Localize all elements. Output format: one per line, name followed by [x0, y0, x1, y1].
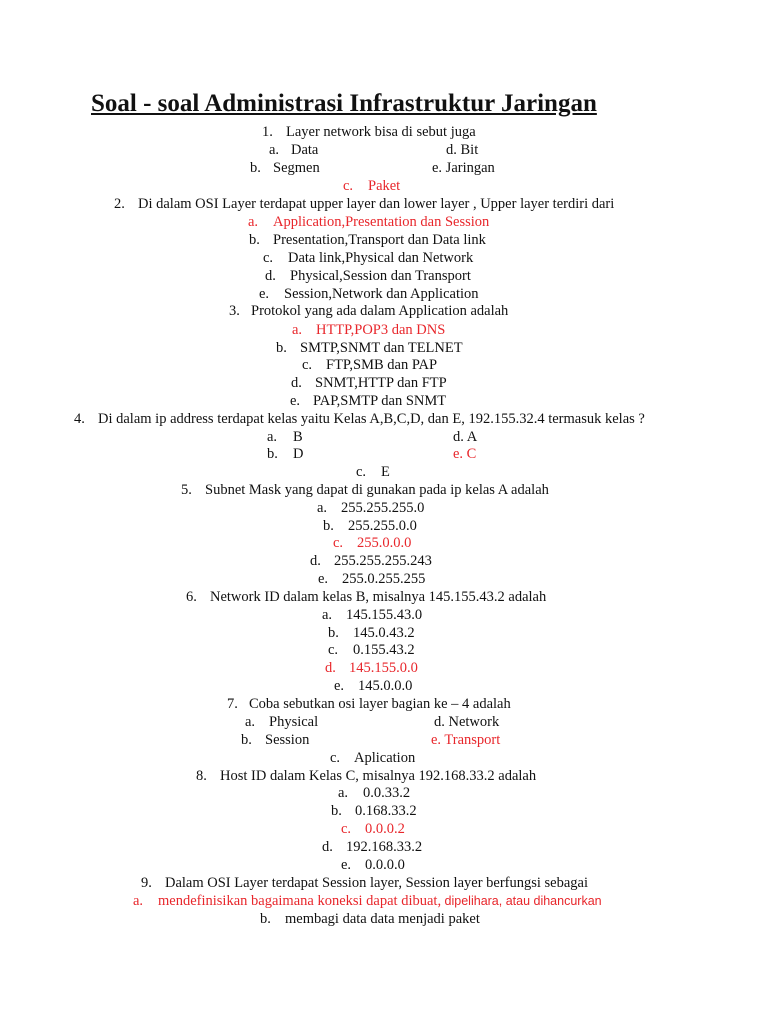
option-text: Physical,Session dan Transport: [290, 268, 471, 284]
option-marker: a.: [245, 714, 256, 730]
question-number: 6.: [186, 589, 197, 605]
option-d-answer: [325, 659, 418, 677]
option-e-answer: e. C: [453, 446, 477, 462]
option-b: [323, 517, 417, 535]
option-text: SMTP,SNMT dan TELNET: [300, 340, 463, 356]
option-text: E: [381, 464, 390, 480]
question-3: [229, 302, 508, 320]
option-d: [291, 374, 447, 392]
option-text: PAP,SMTP dan SNMT: [313, 393, 447, 409]
question-text: Coba sebutkan osi layer bagian ke – 4 adalah: [249, 696, 511, 712]
option-text: 145.0.43.2: [353, 625, 415, 641]
option-e-answer: e. Transport: [431, 732, 501, 748]
option-text: HTTP,POP3 dan DNS: [316, 322, 446, 338]
option-c-answer: [341, 820, 405, 838]
option-d: d. A: [453, 429, 478, 445]
option-marker: e.: [334, 678, 345, 694]
option-marker: b.: [267, 446, 278, 462]
option-marker: b.: [328, 625, 339, 641]
option-c: [330, 749, 415, 767]
option-marker: c.: [263, 250, 274, 266]
option-a: [269, 141, 318, 159]
question-2: [114, 195, 614, 213]
option-marker: c.: [302, 357, 313, 373]
question-6: [186, 588, 546, 606]
option-marker: c.: [356, 464, 367, 480]
question-text: Subnet Mask yang dapat di gunakan pada ip kelas A adalah: [205, 482, 549, 498]
question-number: 1.: [262, 124, 273, 140]
option-b: [241, 731, 309, 749]
option-c: [356, 463, 390, 481]
question-text: Di dalam OSI Layer terdapat upper layer dan lower layer , Upper layer terdiri dari: [138, 196, 615, 212]
option-text: 0.0.33.2: [363, 785, 411, 801]
option-marker: b.: [331, 803, 342, 819]
option-marker: e.: [259, 286, 270, 302]
option-text: 145.155.43.0: [346, 607, 423, 623]
option-text: 0.155.43.2: [353, 642, 415, 658]
question-text: Network ID dalam kelas B, misalnya 145.155.43.2 adalah: [210, 589, 547, 605]
question-number: 3.: [229, 303, 240, 319]
option-marker: e.: [290, 393, 301, 409]
option-marker: e.: [318, 571, 329, 587]
option-marker: a.: [133, 893, 144, 909]
option-d: [310, 552, 432, 570]
option-marker: c.: [333, 535, 344, 551]
option-text: Presentation,Transport dan Data link: [273, 232, 486, 248]
option-c-answer: [343, 177, 400, 195]
option-text: 145.155.0.0: [349, 660, 418, 676]
option-a: [338, 784, 410, 802]
option-marker: b.: [249, 232, 260, 248]
option-marker: c.: [341, 821, 352, 837]
option-text: 255.0.255.255: [342, 571, 426, 587]
question-text: Host ID dalam Kelas C, misalnya 192.168.33.2 adalah: [220, 768, 537, 784]
option-text: Data: [291, 142, 319, 158]
option-text: 0.168.33.2: [355, 803, 417, 819]
option-a-answer: [292, 321, 445, 339]
option-text: FTP,SMB dan PAP: [326, 357, 438, 373]
option-marker: c.: [343, 178, 354, 194]
question-7: [227, 695, 511, 713]
question-text: Dalam OSI Layer terdapat Session layer, Session layer berfungsi sebagai: [165, 875, 589, 891]
question-number: 4.: [74, 411, 85, 427]
option-b: [267, 445, 303, 463]
option-marker: b.: [323, 518, 334, 534]
question-5: [181, 481, 549, 499]
option-c: [328, 641, 415, 659]
question-4: [74, 410, 645, 428]
option-marker: b.: [250, 160, 261, 176]
option-marker: a.: [322, 607, 333, 623]
option-marker: d.: [265, 268, 276, 284]
option-marker: b.: [260, 911, 271, 927]
question-9: [141, 874, 588, 892]
question-8: [196, 767, 536, 785]
option-text: Segmen: [273, 160, 320, 176]
option-text: SNMT,HTTP dan FTP: [315, 375, 447, 391]
option-e: [290, 392, 446, 410]
option-a: [245, 713, 318, 731]
option-text: 0.0.0.0: [365, 857, 405, 873]
option-b: [250, 159, 320, 177]
option-text: B: [293, 429, 303, 445]
option-marker: d.: [291, 375, 302, 391]
option-text: Data link,Physical dan Network: [288, 250, 474, 266]
option-text: mendefinisikan bagaimana koneksi dapat dibuat,: [158, 893, 442, 909]
option-text: membagi data data menjadi paket: [285, 911, 480, 927]
question-text: Layer network bisa di sebut juga: [286, 124, 476, 140]
option-a-answer: [133, 892, 602, 910]
option-b: [331, 802, 417, 820]
option-c-answer: [333, 534, 411, 552]
question-number: 2.: [114, 196, 125, 212]
option-d: [322, 838, 422, 856]
option-d: d. Bit: [446, 142, 479, 158]
question-1: [262, 123, 476, 141]
option-marker: e.: [341, 857, 352, 873]
option-text: Physical: [269, 714, 319, 730]
question-number: 8.: [196, 768, 207, 784]
option-e: [341, 856, 405, 874]
option-b: [249, 231, 486, 249]
option-d: d. Network: [434, 714, 500, 730]
option-d: [265, 267, 471, 285]
option-e: e. Jaringan: [432, 160, 495, 176]
option-marker: c.: [328, 642, 339, 658]
question-number: 9.: [141, 875, 152, 891]
option-a-answer: [248, 213, 489, 231]
option-text: 255.255.0.0: [348, 518, 417, 534]
question-number: 7.: [227, 696, 238, 712]
page-title: Soal - soal Administrasi Infrastruktur Jaringan: [91, 90, 597, 117]
option-marker: c.: [330, 750, 341, 766]
option-text: D: [293, 446, 304, 462]
option-text: 255.0.0.0: [357, 535, 412, 551]
option-text: Application,Presentation dan Session: [273, 214, 490, 230]
question-number: 5.: [181, 482, 192, 498]
option-marker: a.: [292, 322, 303, 338]
option-text: 255.255.255.243: [334, 553, 432, 569]
option-marker: a.: [267, 429, 278, 445]
option-text: Session,Network dan Application: [284, 286, 479, 302]
question-text: Di dalam ip address terdapat kelas yaitu Kelas A,B,C,D, dan E, 192.155.32.4 termasuk kelas ?: [98, 411, 645, 427]
option-marker: a.: [317, 500, 328, 516]
option-c: [302, 356, 437, 374]
option-text: 0.0.0.2: [365, 821, 405, 837]
option-text: Paket: [368, 178, 401, 194]
option-text: 145.0.0.0: [358, 678, 413, 694]
option-b: [260, 910, 480, 928]
option-text: Aplication: [354, 750, 416, 766]
option-a: [322, 606, 422, 624]
option-text: 192.168.33.2: [346, 839, 423, 855]
option-marker: b.: [241, 732, 252, 748]
option-text: Session: [265, 732, 310, 748]
option-e: [334, 677, 412, 695]
option-marker: a.: [248, 214, 259, 230]
option-e: [259, 285, 479, 303]
option-marker: b.: [276, 340, 287, 356]
question-text: Protokol yang ada dalam Application adalah: [251, 303, 509, 319]
option-b: [328, 624, 415, 642]
option-a: [267, 428, 303, 446]
option-marker: d.: [322, 839, 333, 855]
option-marker: d.: [310, 553, 321, 569]
option-marker: d.: [325, 660, 336, 676]
option-b: [276, 339, 463, 357]
option-text: 255.255.255.0: [341, 500, 425, 516]
option-text-continued: dipelihara, atau dihancurkan: [441, 894, 602, 908]
option-marker: a.: [269, 142, 280, 158]
option-c: [263, 249, 473, 267]
option-e: [318, 570, 425, 588]
option-a: [317, 499, 424, 517]
option-marker: a.: [338, 785, 349, 801]
